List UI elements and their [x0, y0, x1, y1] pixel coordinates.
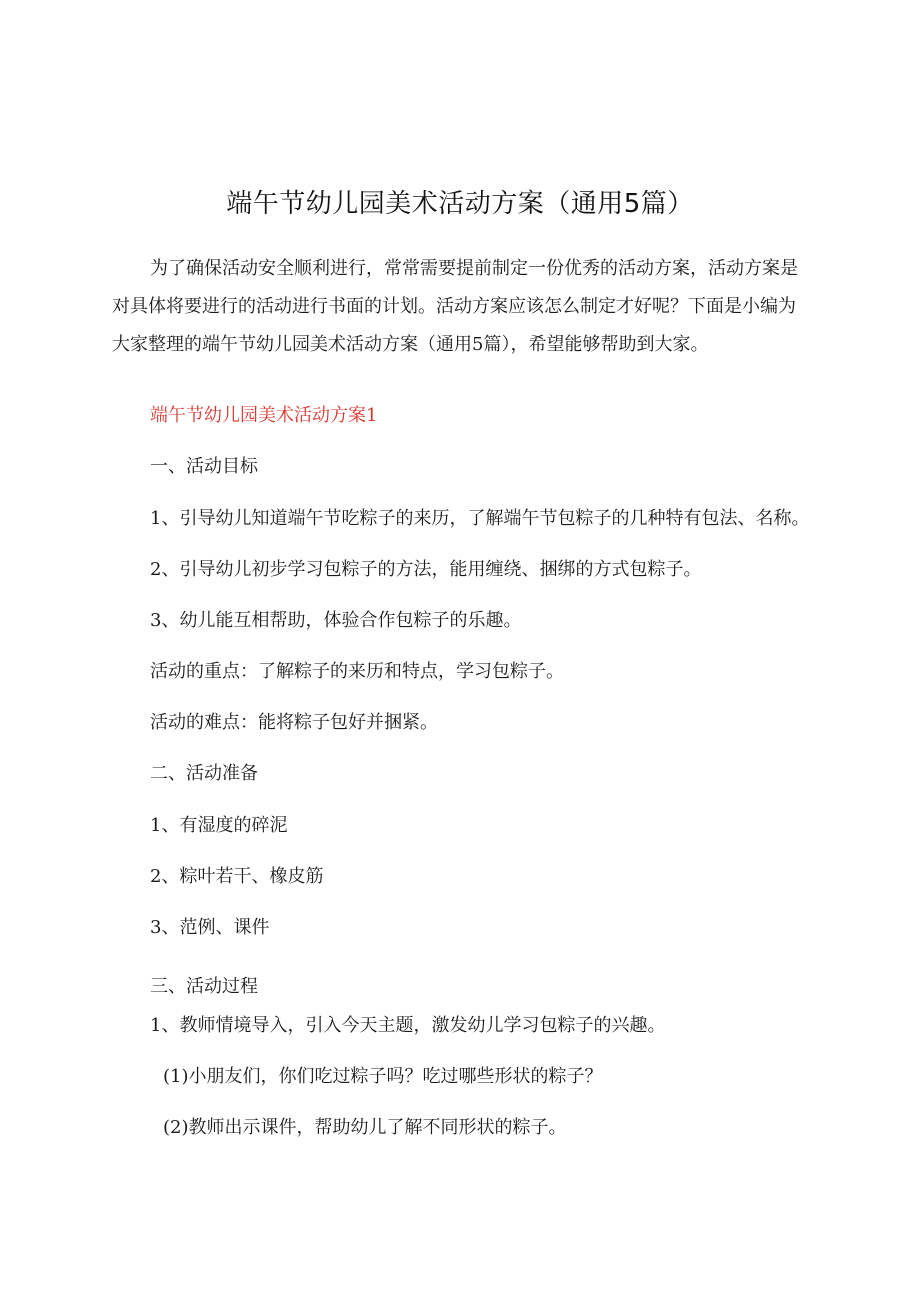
section-heading: 端午节幼儿园美术活动方案1	[150, 405, 378, 426]
preparation-heading: 二、活动准备	[150, 763, 258, 784]
difficult-point: 活动的难点：能将粽子包好并捆紧。	[150, 712, 438, 733]
objectives-heading: 一、活动目标	[150, 456, 258, 477]
process-substep: (1)小朋友们，你们吃过粽子吗？吃过哪些形状的粽子？	[163, 1066, 603, 1087]
intro-paragraph	[112, 250, 818, 364]
intro-line: 为了确保活动安全顺利进行，常常需要提前制定一份优秀的活动方案，活动方案是	[150, 258, 798, 279]
objective-item: 3、幼儿能互相帮助，体验合作包粽子的乐趣。	[150, 610, 522, 631]
document-title: 端午节幼儿园美术活动方案（通用5篇）	[226, 189, 694, 219]
process-step: 1、教师情境导入，引入今天主题，激发幼儿学习包粽子的兴趣。	[150, 1015, 666, 1036]
preparation-item: 1、有湿度的碎泥	[150, 815, 288, 836]
preparation-item: 2、粽叶若干、橡皮筋	[150, 866, 324, 887]
preparation-item: 3、范例、课件	[150, 917, 270, 938]
objective-item: 2、引导幼儿初步学习包粽子的方法，能用缠绕、捆绑的方式包粽子。	[150, 559, 702, 580]
key-point: 活动的重点：了解粽子的来历和特点，学习包粽子。	[150, 661, 564, 682]
objective-item: 1、引导幼儿知道端午节吃粽子的来历，了解端午节包粽子的几种特有包法、名称。	[150, 508, 810, 529]
process-substep: (2)教师出示课件，帮助幼儿了解不同形状的粽子。	[163, 1117, 567, 1138]
intro-line: 大家整理的端午节幼儿园美术活动方案（通用5篇），希望能够帮助到大家。	[112, 334, 709, 355]
process-heading: 三、活动过程	[150, 976, 258, 997]
intro-line: 对具体将要进行的活动进行书面的计划。活动方案应该怎么制定才好呢？下面是小编为	[112, 296, 796, 317]
